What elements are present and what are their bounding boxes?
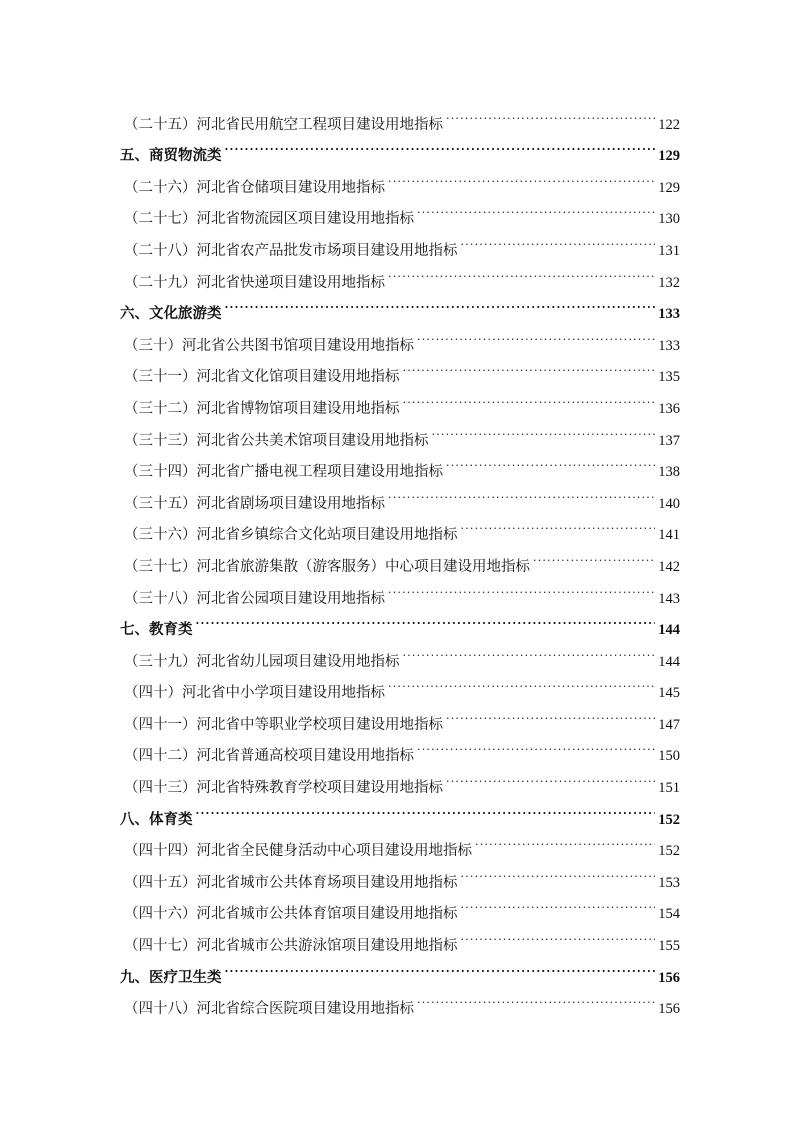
toc-page-number: 144 (658, 622, 680, 639)
table-of-contents (120, 97, 680, 1018)
toc-dot-leader (417, 982, 655, 1014)
toc-entry-title: （四十）河北省中小学项目建设用地指标 (124, 685, 385, 702)
toc-entry-title: （三十）河北省公共图书馆项目建设用地指标 (124, 337, 414, 354)
toc-page-number: 153 (658, 874, 680, 891)
toc-dot-leader (533, 539, 655, 571)
toc-entry-title: （二十七）河北省物流园区项目建设用地指标 (124, 211, 414, 228)
toc-section-title: 九、医疗卫生类 (120, 968, 222, 986)
toc-dot-leader (225, 129, 656, 161)
toc-page-number: 142 (658, 558, 680, 575)
toc-dot-leader (417, 192, 655, 224)
toc-entry-title: （三十四）河北省广播电视工程项目建设用地指标 (124, 464, 443, 481)
toc-page-number: 138 (658, 464, 680, 481)
toc-dot-leader (225, 287, 656, 319)
toc-page-number: 150 (658, 748, 680, 765)
toc-dot-leader (446, 760, 655, 792)
toc-page-number: 133 (658, 306, 680, 323)
toc-page-number: 140 (658, 495, 680, 512)
toc-entry-title: （四十一）河北省中等职业学校项目建设用地指标 (124, 716, 443, 733)
toc-page-number: 152 (658, 843, 680, 860)
toc-dot-leader (461, 887, 656, 919)
toc-dot-leader (388, 255, 655, 287)
toc-entry-title: （四十三）河北省特殊教育学校项目建设用地指标 (124, 780, 443, 797)
toc-entry-title: （三十七）河北省旅游集散（游客服务）中心项目建设用地指标 (124, 558, 530, 575)
toc-dot-leader (403, 350, 656, 382)
toc-dot-leader (403, 381, 656, 413)
toc-page-number: 137 (658, 432, 680, 449)
toc-entry-title: （三十六）河北省乡镇综合文化站项目建设用地指标 (124, 527, 458, 544)
toc-page-number: 129 (658, 148, 680, 165)
toc-page-number: 154 (658, 906, 680, 923)
toc-dot-leader (225, 950, 656, 982)
toc-dot-leader (388, 666, 655, 698)
toc-entry-title: （四十七）河北省城市公共游泳馆项目建设用地指标 (124, 938, 458, 955)
toc-section-title: 八、体育类 (120, 810, 193, 828)
toc-section-title: 五、商贸物流类 (120, 147, 222, 165)
toc-entry-title: （四十四）河北省全民健身活动中心项目建设用地指标 (124, 843, 472, 860)
toc-page-number: 144 (658, 653, 680, 670)
toc-entry-title: （二十五）河北省民用航空工程项目建设用地指标 (124, 116, 443, 133)
toc-entry-title: （四十二）河北省普通高校项目建设用地指标 (124, 748, 414, 765)
toc-page-number: 152 (658, 811, 680, 828)
toc-dot-leader (446, 445, 655, 477)
toc-entry-title: （四十五）河北省城市公共体育场项目建设用地指标 (124, 874, 458, 891)
toc-page-number: 131 (658, 242, 680, 259)
toc-entry-title: （四十六）河北省城市公共体育馆项目建设用地指标 (124, 906, 458, 923)
toc-page-number: 141 (658, 527, 680, 544)
toc-section-title: 七、教育类 (120, 621, 193, 639)
toc-dot-leader (461, 508, 656, 540)
toc-dot-leader (403, 634, 656, 666)
toc-entry[interactable] (120, 824, 680, 860)
toc-page-number: 145 (658, 685, 680, 702)
toc-dot-leader (417, 318, 655, 350)
toc-dot-leader (388, 476, 655, 508)
toc-page-number: 156 (658, 1001, 680, 1018)
toc-dot-leader (475, 824, 655, 856)
toc-page-number: 135 (658, 369, 680, 386)
toc-entry-title: （三十一）河北省文化馆项目建设用地指标 (124, 369, 400, 386)
toc-dot-leader (461, 855, 656, 887)
toc-page-number: 147 (658, 716, 680, 733)
toc-entry-title: （三十三）河北省公共美术馆项目建设用地指标 (124, 432, 429, 449)
toc-page-number: 132 (658, 274, 680, 291)
toc-entry-title: （三十二）河北省博物馆项目建设用地指标 (124, 400, 400, 417)
toc-section-entry[interactable] (120, 603, 680, 639)
toc-dot-leader (461, 918, 656, 950)
toc-entry-title: （二十六）河北省仓储项目建设用地指标 (124, 179, 385, 196)
toc-page-number: 129 (658, 179, 680, 196)
toc-dot-leader (417, 729, 655, 761)
toc-page-number: 143 (658, 590, 680, 607)
toc-dot-leader (388, 571, 655, 603)
toc-section-entry[interactable] (120, 792, 680, 828)
toc-dot-leader (196, 792, 656, 824)
toc-page-number: 156 (658, 969, 680, 986)
toc-entry-title: （四十八）河北省综合医院项目建设用地指标 (124, 1001, 414, 1018)
toc-entry-title: （二十九）河北省快递项目建设用地指标 (124, 274, 385, 291)
toc-entry-title: （二十八）河北省农产品批发市场项目建设用地指标 (124, 242, 458, 259)
toc-dot-leader (446, 97, 655, 129)
toc-page-number: 136 (658, 400, 680, 417)
toc-page-number: 130 (658, 211, 680, 228)
toc-dot-leader (388, 160, 655, 192)
toc-entry[interactable] (120, 97, 680, 133)
toc-page-number: 133 (658, 337, 680, 354)
toc-dot-leader (432, 413, 656, 445)
toc-entry-title: （三十九）河北省幼儿园项目建设用地指标 (124, 653, 400, 670)
toc-page-number: 122 (658, 116, 680, 133)
toc-page-number: 151 (658, 780, 680, 797)
toc-section-title: 六、文化旅游类 (120, 305, 222, 323)
toc-dot-leader (196, 603, 656, 635)
toc-entry[interactable] (120, 634, 680, 670)
toc-entry-title: （三十八）河北省公园项目建设用地指标 (124, 590, 385, 607)
toc-dot-leader (446, 697, 655, 729)
toc-entry-title: （三十五）河北省剧场项目建设用地指标 (124, 495, 385, 512)
toc-page-number: 155 (658, 938, 680, 955)
toc-dot-leader (461, 223, 656, 255)
